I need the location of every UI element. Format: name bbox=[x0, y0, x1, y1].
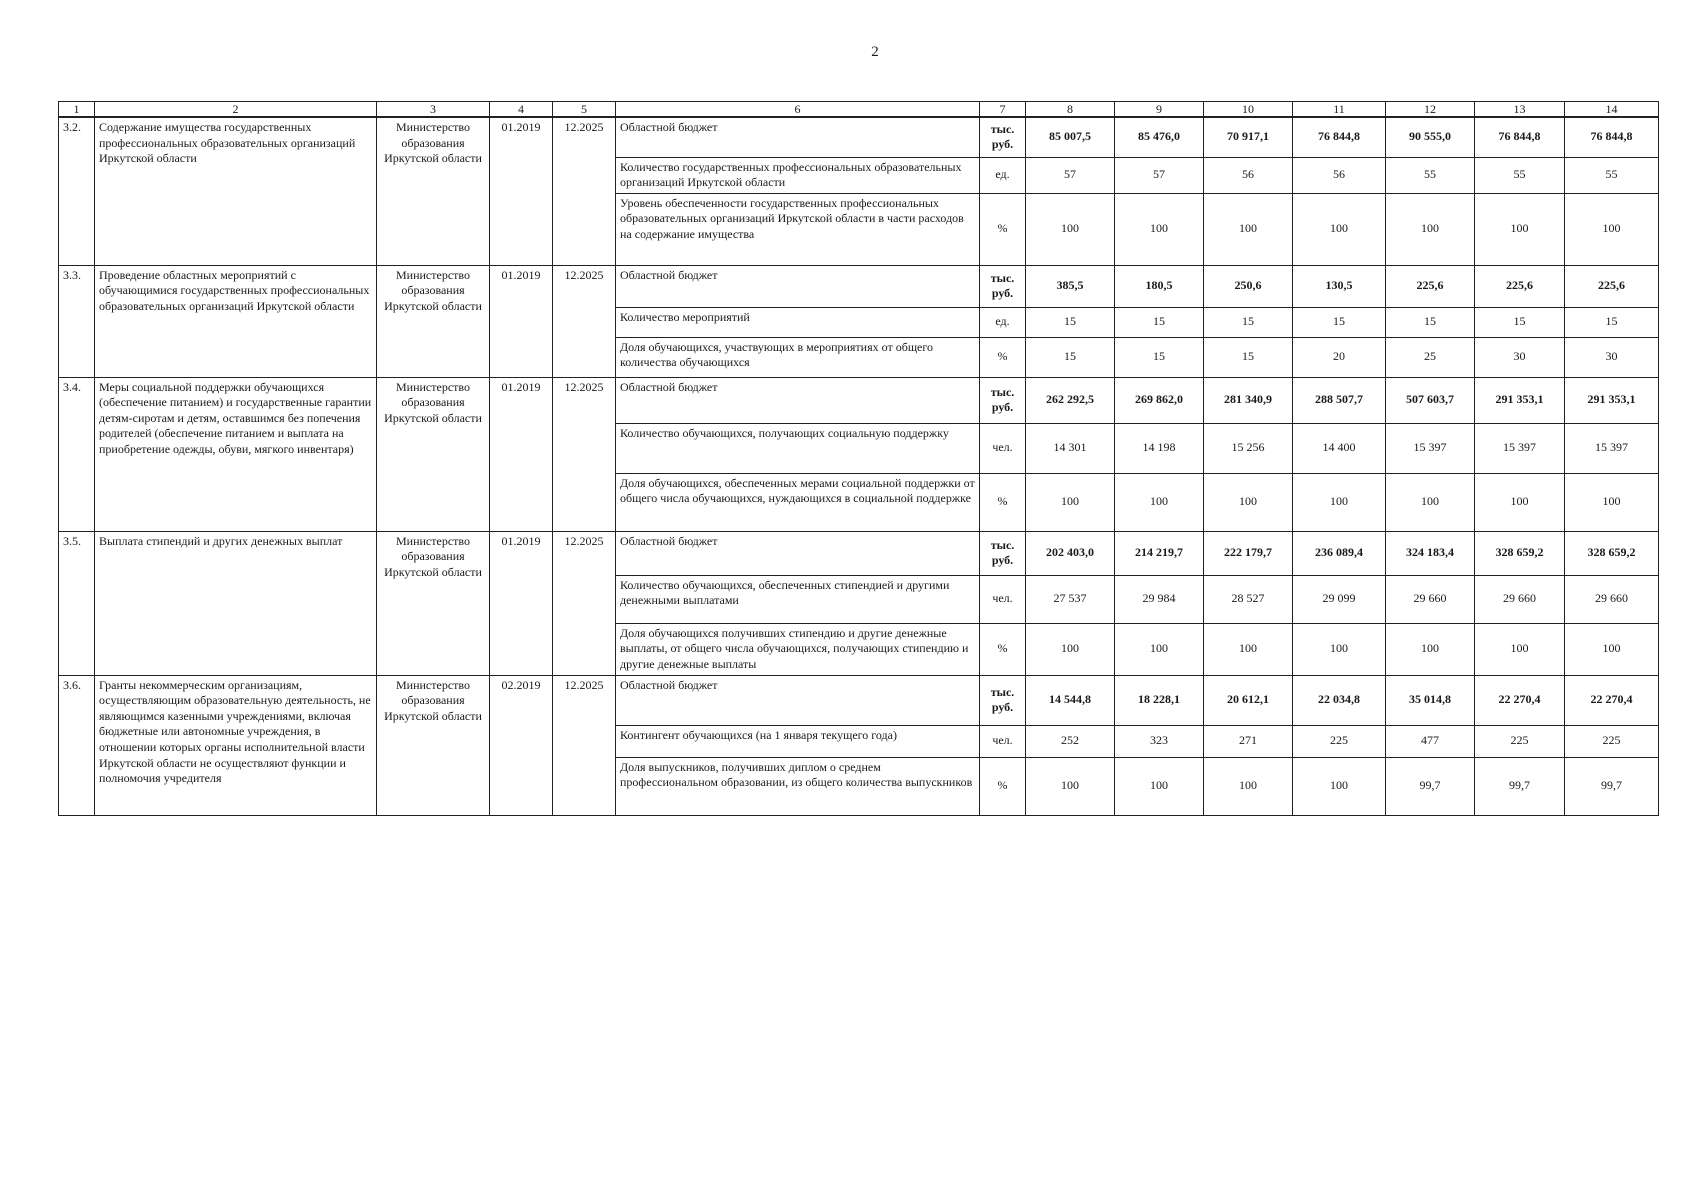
indicator-value: 324 183,4 bbox=[1386, 531, 1475, 575]
indicator-value: 291 353,1 bbox=[1475, 377, 1565, 423]
indicator-value: 323 bbox=[1115, 725, 1204, 757]
measure-row bbox=[59, 377, 1659, 423]
indicator-unit: тыс. руб. bbox=[980, 531, 1026, 575]
indicator-value: 99,7 bbox=[1386, 757, 1475, 815]
indicator-value: 22 270,4 bbox=[1475, 675, 1565, 725]
column-header: 8 bbox=[1026, 102, 1115, 118]
indicator-value: 30 bbox=[1565, 337, 1659, 377]
indicator-value: 15 bbox=[1475, 307, 1565, 337]
indicator-value: 100 bbox=[1565, 473, 1659, 531]
measure-row bbox=[59, 675, 1659, 725]
measure-start-date: 02.2019 bbox=[490, 675, 553, 815]
indicator-value: 99,7 bbox=[1475, 757, 1565, 815]
measure-title: Содержание имущества государственных профессиональных образовательных организаций Иркутской области bbox=[95, 117, 377, 265]
indicator-value: 130,5 bbox=[1293, 265, 1386, 307]
indicator-value: 100 bbox=[1293, 473, 1386, 531]
indicator-value: 28 527 bbox=[1204, 575, 1293, 623]
indicator-value: 288 507,7 bbox=[1293, 377, 1386, 423]
column-header: 3 bbox=[377, 102, 490, 118]
indicator-value: 236 089,4 bbox=[1293, 531, 1386, 575]
indicator-value: 100 bbox=[1026, 757, 1115, 815]
indicator-unit: ед. bbox=[980, 307, 1026, 337]
page-number: 2 bbox=[871, 44, 879, 60]
indicator-value: 328 659,2 bbox=[1565, 531, 1659, 575]
indicator-value: 100 bbox=[1386, 473, 1475, 531]
indicator-value: 20 bbox=[1293, 337, 1386, 377]
column-header: 13 bbox=[1475, 102, 1565, 118]
indicator-name: Областной бюджет bbox=[616, 675, 980, 725]
indicator-value: 22 034,8 bbox=[1293, 675, 1386, 725]
indicator-value: 328 659,2 bbox=[1475, 531, 1565, 575]
indicator-name: Доля выпускников, получивших диплом о среднем профессиональном образовании, из общего количества выпускников bbox=[616, 757, 980, 815]
measure-number: 3.5. bbox=[59, 531, 95, 675]
indicator-value: 15 bbox=[1204, 337, 1293, 377]
column-header: 5 bbox=[553, 102, 616, 118]
indicator-value: 100 bbox=[1565, 193, 1659, 265]
indicator-value: 100 bbox=[1293, 193, 1386, 265]
indicator-value: 85 476,0 bbox=[1115, 117, 1204, 157]
indicator-name: Уровень обеспеченности государственных профессиональных образовательных организаций Иркутской области в части расходов на содержание имущества bbox=[616, 193, 980, 265]
indicator-value: 15 397 bbox=[1475, 423, 1565, 473]
indicator-value: 90 555,0 bbox=[1386, 117, 1475, 157]
indicator-value: 14 400 bbox=[1293, 423, 1386, 473]
indicator-name: Контингент обучающихся (на 1 января текущего года) bbox=[616, 725, 980, 757]
indicator-unit: % bbox=[980, 337, 1026, 377]
indicator-value: 70 917,1 bbox=[1204, 117, 1293, 157]
indicator-unit: тыс. руб. bbox=[980, 265, 1026, 307]
indicator-value: 225,6 bbox=[1565, 265, 1659, 307]
measure-title: Гранты некоммерческим организациям, осуществляющим образовательную деятельность, не являющимся казенными учреждениями, включая бюджетные или автономные учреждения, в отношении которых органы исполнительной власти Иркутской области не осуществляют функции и полномочия учредителя bbox=[95, 675, 377, 815]
indicator-value: 385,5 bbox=[1026, 265, 1115, 307]
column-header: 2 bbox=[95, 102, 377, 118]
indicator-unit: чел. bbox=[980, 575, 1026, 623]
program-measures-table bbox=[58, 101, 1659, 816]
indicator-name: Доля обучающихся, участвующих в мероприятиях от общего количества обучающихся bbox=[616, 337, 980, 377]
indicator-name: Доля обучающихся получивших стипендию и другие денежные выплаты, от общего числа обучающихся, получающих стипендию и другие денежные выплаты bbox=[616, 623, 980, 675]
indicator-value: 100 bbox=[1115, 757, 1204, 815]
indicator-name: Областной бюджет bbox=[616, 377, 980, 423]
indicator-value: 57 bbox=[1026, 157, 1115, 193]
indicator-value: 100 bbox=[1475, 473, 1565, 531]
indicator-name: Количество государственных профессиональных образовательных организаций Иркутской области bbox=[616, 157, 980, 193]
measure-number: 3.2. bbox=[59, 117, 95, 265]
indicator-value: 100 bbox=[1204, 193, 1293, 265]
indicator-value: 100 bbox=[1565, 623, 1659, 675]
indicator-value: 100 bbox=[1293, 623, 1386, 675]
indicator-name: Областной бюджет bbox=[616, 117, 980, 157]
indicator-value: 252 bbox=[1026, 725, 1115, 757]
indicator-value: 14 544,8 bbox=[1026, 675, 1115, 725]
indicator-value: 100 bbox=[1204, 757, 1293, 815]
indicator-value: 100 bbox=[1204, 623, 1293, 675]
column-header: 9 bbox=[1115, 102, 1204, 118]
indicator-name: Количество обучающихся, получающих социальную поддержку bbox=[616, 423, 980, 473]
indicator-value: 222 179,7 bbox=[1204, 531, 1293, 575]
indicator-value: 29 984 bbox=[1115, 575, 1204, 623]
indicator-value: 76 844,8 bbox=[1475, 117, 1565, 157]
indicator-value: 100 bbox=[1293, 757, 1386, 815]
column-header: 7 bbox=[980, 102, 1026, 118]
column-header: 12 bbox=[1386, 102, 1475, 118]
indicator-value: 29 660 bbox=[1565, 575, 1659, 623]
indicator-unit: ед. bbox=[980, 157, 1026, 193]
indicator-value: 100 bbox=[1475, 623, 1565, 675]
indicator-value: 180,5 bbox=[1115, 265, 1204, 307]
indicator-value: 55 bbox=[1386, 157, 1475, 193]
measure-executor: Министерство образования Иркутской области bbox=[377, 675, 490, 815]
measure-end-date: 12.2025 bbox=[553, 531, 616, 675]
indicator-unit: тыс. руб. bbox=[980, 675, 1026, 725]
indicator-unit: чел. bbox=[980, 423, 1026, 473]
indicator-value: 507 603,7 bbox=[1386, 377, 1475, 423]
indicator-unit: тыс. руб. bbox=[980, 377, 1026, 423]
indicator-value: 14 198 bbox=[1115, 423, 1204, 473]
measure-number: 3.3. bbox=[59, 265, 95, 377]
indicator-value: 100 bbox=[1115, 623, 1204, 675]
indicator-value: 14 301 bbox=[1026, 423, 1115, 473]
indicator-name: Количество мероприятий bbox=[616, 307, 980, 337]
indicator-value: 27 537 bbox=[1026, 575, 1115, 623]
indicator-value: 15 397 bbox=[1565, 423, 1659, 473]
measure-title: Выплата стипендий и других денежных выплат bbox=[95, 531, 377, 675]
measure-executor: Министерство образования Иркутской области bbox=[377, 377, 490, 531]
indicator-value: 100 bbox=[1386, 623, 1475, 675]
indicator-value: 30 bbox=[1475, 337, 1565, 377]
measure-start-date: 01.2019 bbox=[490, 265, 553, 377]
column-header: 6 bbox=[616, 102, 980, 118]
measure-title: Меры социальной поддержки обучающихся (обеспечение питанием) и государственные гарантии детям-сиротам и детям, оставшимся без попечения родителей (обеспечение питанием и выплата на приобретение одежды, обуви, мягкого инвентаря) bbox=[95, 377, 377, 531]
indicator-value: 22 270,4 bbox=[1565, 675, 1659, 725]
indicator-unit: тыс. руб. bbox=[980, 117, 1026, 157]
indicator-value: 15 bbox=[1026, 337, 1115, 377]
measure-number: 3.4. bbox=[59, 377, 95, 531]
measure-row bbox=[59, 265, 1659, 307]
measure-title: Проведение областных мероприятий с обучающимися государственных профессиональных образовательных организаций Иркутской области bbox=[95, 265, 377, 377]
indicator-value: 281 340,9 bbox=[1204, 377, 1293, 423]
indicator-value: 56 bbox=[1293, 157, 1386, 193]
indicator-value: 15 bbox=[1565, 307, 1659, 337]
indicator-value: 100 bbox=[1026, 193, 1115, 265]
indicator-value: 202 403,0 bbox=[1026, 531, 1115, 575]
measure-end-date: 12.2025 bbox=[553, 117, 616, 265]
measure-start-date: 01.2019 bbox=[490, 377, 553, 531]
indicator-value: 76 844,8 bbox=[1565, 117, 1659, 157]
indicator-name: Количество обучающихся, обеспеченных стипендией и другими денежными выплатами bbox=[616, 575, 980, 623]
column-header: 11 bbox=[1293, 102, 1386, 118]
indicator-value: 35 014,8 bbox=[1386, 675, 1475, 725]
measure-end-date: 12.2025 bbox=[553, 377, 616, 531]
measure-row bbox=[59, 531, 1659, 575]
indicator-value: 100 bbox=[1026, 623, 1115, 675]
indicator-value: 15 256 bbox=[1204, 423, 1293, 473]
indicator-value: 29 660 bbox=[1386, 575, 1475, 623]
indicator-name: Областной бюджет bbox=[616, 531, 980, 575]
indicator-value: 25 bbox=[1386, 337, 1475, 377]
column-header: 1 bbox=[59, 102, 95, 118]
indicator-value: 100 bbox=[1115, 193, 1204, 265]
indicator-value: 15 bbox=[1115, 337, 1204, 377]
indicator-value: 291 353,1 bbox=[1565, 377, 1659, 423]
indicator-value: 100 bbox=[1386, 193, 1475, 265]
indicator-value: 100 bbox=[1475, 193, 1565, 265]
indicator-value: 250,6 bbox=[1204, 265, 1293, 307]
indicator-value: 15 397 bbox=[1386, 423, 1475, 473]
measure-number: 3.6. bbox=[59, 675, 95, 815]
indicator-value: 15 bbox=[1204, 307, 1293, 337]
measure-executor: Министерство образования Иркутской области bbox=[377, 117, 490, 265]
indicator-value: 269 862,0 bbox=[1115, 377, 1204, 423]
measure-start-date: 01.2019 bbox=[490, 117, 553, 265]
column-number-row bbox=[59, 102, 1659, 118]
indicator-unit: % bbox=[980, 473, 1026, 531]
measure-executor: Министерство образования Иркутской области bbox=[377, 531, 490, 675]
indicator-value: 15 bbox=[1386, 307, 1475, 337]
indicator-value: 477 bbox=[1386, 725, 1475, 757]
indicator-value: 100 bbox=[1115, 473, 1204, 531]
measure-start-date: 01.2019 bbox=[490, 531, 553, 675]
indicator-value: 99,7 bbox=[1565, 757, 1659, 815]
column-header: 10 bbox=[1204, 102, 1293, 118]
indicator-value: 262 292,5 bbox=[1026, 377, 1115, 423]
measure-row bbox=[59, 117, 1659, 157]
indicator-value: 225 bbox=[1565, 725, 1659, 757]
indicator-value: 18 228,1 bbox=[1115, 675, 1204, 725]
indicator-value: 56 bbox=[1204, 157, 1293, 193]
indicator-value: 15 bbox=[1293, 307, 1386, 337]
column-header: 4 bbox=[490, 102, 553, 118]
indicator-value: 15 bbox=[1026, 307, 1115, 337]
indicator-value: 29 660 bbox=[1475, 575, 1565, 623]
indicator-unit: % bbox=[980, 757, 1026, 815]
indicator-value: 225,6 bbox=[1475, 265, 1565, 307]
indicator-value: 225,6 bbox=[1386, 265, 1475, 307]
measure-end-date: 12.2025 bbox=[553, 675, 616, 815]
indicator-value: 55 bbox=[1475, 157, 1565, 193]
indicator-value: 76 844,8 bbox=[1293, 117, 1386, 157]
indicator-unit: % bbox=[980, 623, 1026, 675]
measure-executor: Министерство образования Иркутской области bbox=[377, 265, 490, 377]
measure-end-date: 12.2025 bbox=[553, 265, 616, 377]
indicator-value: 100 bbox=[1026, 473, 1115, 531]
indicator-value: 57 bbox=[1115, 157, 1204, 193]
indicator-value: 85 007,5 bbox=[1026, 117, 1115, 157]
indicator-unit: чел. bbox=[980, 725, 1026, 757]
indicator-value: 55 bbox=[1565, 157, 1659, 193]
indicator-value: 100 bbox=[1204, 473, 1293, 531]
indicator-value: 214 219,7 bbox=[1115, 531, 1204, 575]
indicator-unit: % bbox=[980, 193, 1026, 265]
indicator-value: 271 bbox=[1204, 725, 1293, 757]
column-header: 14 bbox=[1565, 102, 1659, 118]
indicator-name: Областной бюджет bbox=[616, 265, 980, 307]
indicator-value: 225 bbox=[1293, 725, 1386, 757]
indicator-value: 225 bbox=[1475, 725, 1565, 757]
indicator-value: 20 612,1 bbox=[1204, 675, 1293, 725]
indicator-name: Доля обучающихся, обеспеченных мерами социальной поддержки от общего числа обучающихся, нуждающихся в социальной поддержке bbox=[616, 473, 980, 531]
indicator-value: 15 bbox=[1115, 307, 1204, 337]
indicator-value: 29 099 bbox=[1293, 575, 1386, 623]
